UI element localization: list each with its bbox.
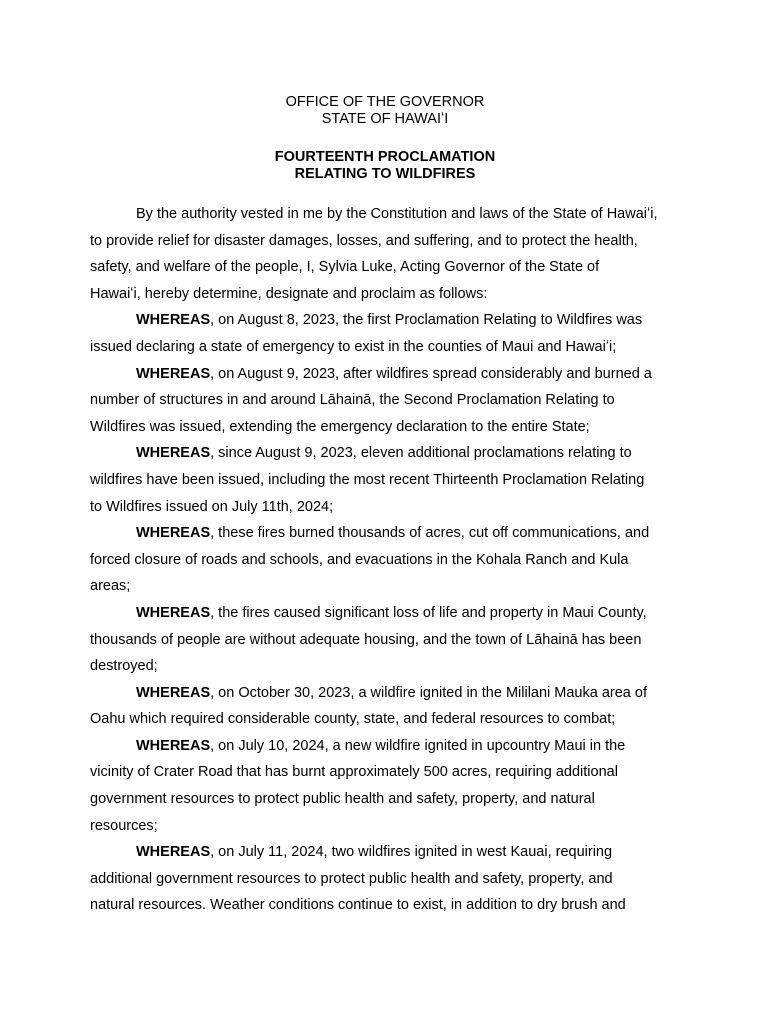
whereas-keyword: WHEREAS: [136, 445, 211, 462]
text-line: government resources to protect public health and safety, property, and natural: [90, 791, 595, 808]
text-line-content: , on July 11, 2024, two wildfires ignited in west Kauai, requiring: [210, 844, 613, 861]
whereas-keyword: WHEREAS: [136, 365, 211, 382]
text-line: forced closure of roads and schools, and evacuations in the Kohala Ranch and Kula: [90, 551, 629, 568]
whereas-keyword: WHEREAS: [136, 312, 211, 329]
text-line: [90, 440, 690, 467]
text-line-content: , on August 9, 2023, after wildfires spread considerably and burned a: [210, 365, 652, 382]
text-line: [90, 680, 690, 707]
office-header: [0, 94, 770, 128]
office-line-2: STATE OF HAWAIʻI: [321, 111, 449, 127]
title-line-2: RELATING TO WILDFIRES: [294, 166, 476, 182]
whereas-paragraph: [90, 520, 690, 600]
text-line: [90, 839, 690, 866]
text-line: [90, 600, 690, 627]
text-line: thousands of people are without adequate housing, and the town of Lāhainā has been: [90, 631, 642, 648]
text-line: destroyed;: [90, 658, 158, 675]
text-line: Hawaiʻi, hereby determine, designate and proclaim as follows:: [90, 285, 488, 302]
text-line: [90, 733, 690, 760]
title-line-1: FOURTEENTH PROCLAMATION: [274, 149, 496, 165]
whereas-paragraph: [90, 361, 690, 441]
whereas-paragraph: [90, 600, 690, 680]
text-line: additional government resources to protect public health and safety, property, and: [90, 870, 613, 887]
text-line: issued declaring a state of emergency to exist in the counties of Maui and Hawaiʻi;: [90, 338, 617, 355]
whereas-keyword: WHEREAS: [136, 844, 211, 861]
proclamation-body: [90, 201, 690, 919]
whereas-paragraph: [90, 733, 690, 839]
text-line: By the authority vested in me by the Constitution and laws of the State of Hawaiʻi,: [136, 206, 658, 222]
text-line-content: , on October 30, 2023, a wildfire ignited in the Mililani Mauka area of: [210, 684, 647, 701]
text-line: Wildfires was issued, extending the emergency declaration to the entire State;: [90, 418, 590, 435]
text-line-content: , the fires caused significant loss of life and property in Maui County,: [210, 604, 647, 621]
text-line: areas;: [90, 578, 131, 595]
text-line: number of structures in and around Lāhainā, the Second Proclamation Relating to: [90, 392, 615, 409]
text-line-content: , these fires burned thousands of acres, cut off communications, and: [210, 525, 650, 542]
text-line: natural resources. Weather conditions continue to exist, in addition to dry brush and: [90, 897, 626, 914]
proclamation-title: [0, 149, 770, 183]
whereas-keyword: WHEREAS: [136, 737, 211, 754]
text-line-content: , on August 8, 2023, the first Proclamation Relating to Wildfires was: [210, 312, 643, 329]
whereas-paragraph: [90, 839, 690, 919]
whereas-keyword: WHEREAS: [136, 604, 211, 621]
text-line: to provide relief for disaster damages, losses, and suffering, and to protect the health,: [90, 232, 638, 249]
office-line-1: OFFICE OF THE GOVERNOR: [285, 94, 485, 110]
whereas-paragraph: [90, 307, 690, 360]
text-line: Oahu which required considerable county, state, and federal resources to combat;: [90, 711, 616, 728]
whereas-paragraph: [90, 440, 690, 520]
text-line: wildfires have been issued, including the most recent Thirteenth Proclamation Relating: [90, 471, 645, 488]
text-line: to Wildfires issued on July 11th, 2024;: [90, 498, 334, 515]
whereas-keyword: WHEREAS: [136, 525, 211, 542]
text-line: safety, and welfare of the people, I, Sylvia Luke, Acting Governor of the State of: [90, 259, 600, 276]
text-line: [90, 307, 690, 334]
text-line: resources;: [90, 817, 158, 834]
text-line: [90, 361, 690, 388]
text-line: [90, 520, 690, 547]
text-line-content: , on July 10, 2024, a new wildfire ignited in upcountry Maui in the: [210, 737, 626, 754]
whereas-paragraph: [90, 680, 690, 733]
text-line-content: , since August 9, 2023, eleven additional proclamations relating to: [210, 445, 632, 462]
whereas-keyword: WHEREAS: [136, 684, 211, 701]
preamble-paragraph: [90, 201, 690, 307]
text-line: vicinity of Crater Road that has burnt approximately 500 acres, requiring additional: [90, 764, 618, 781]
